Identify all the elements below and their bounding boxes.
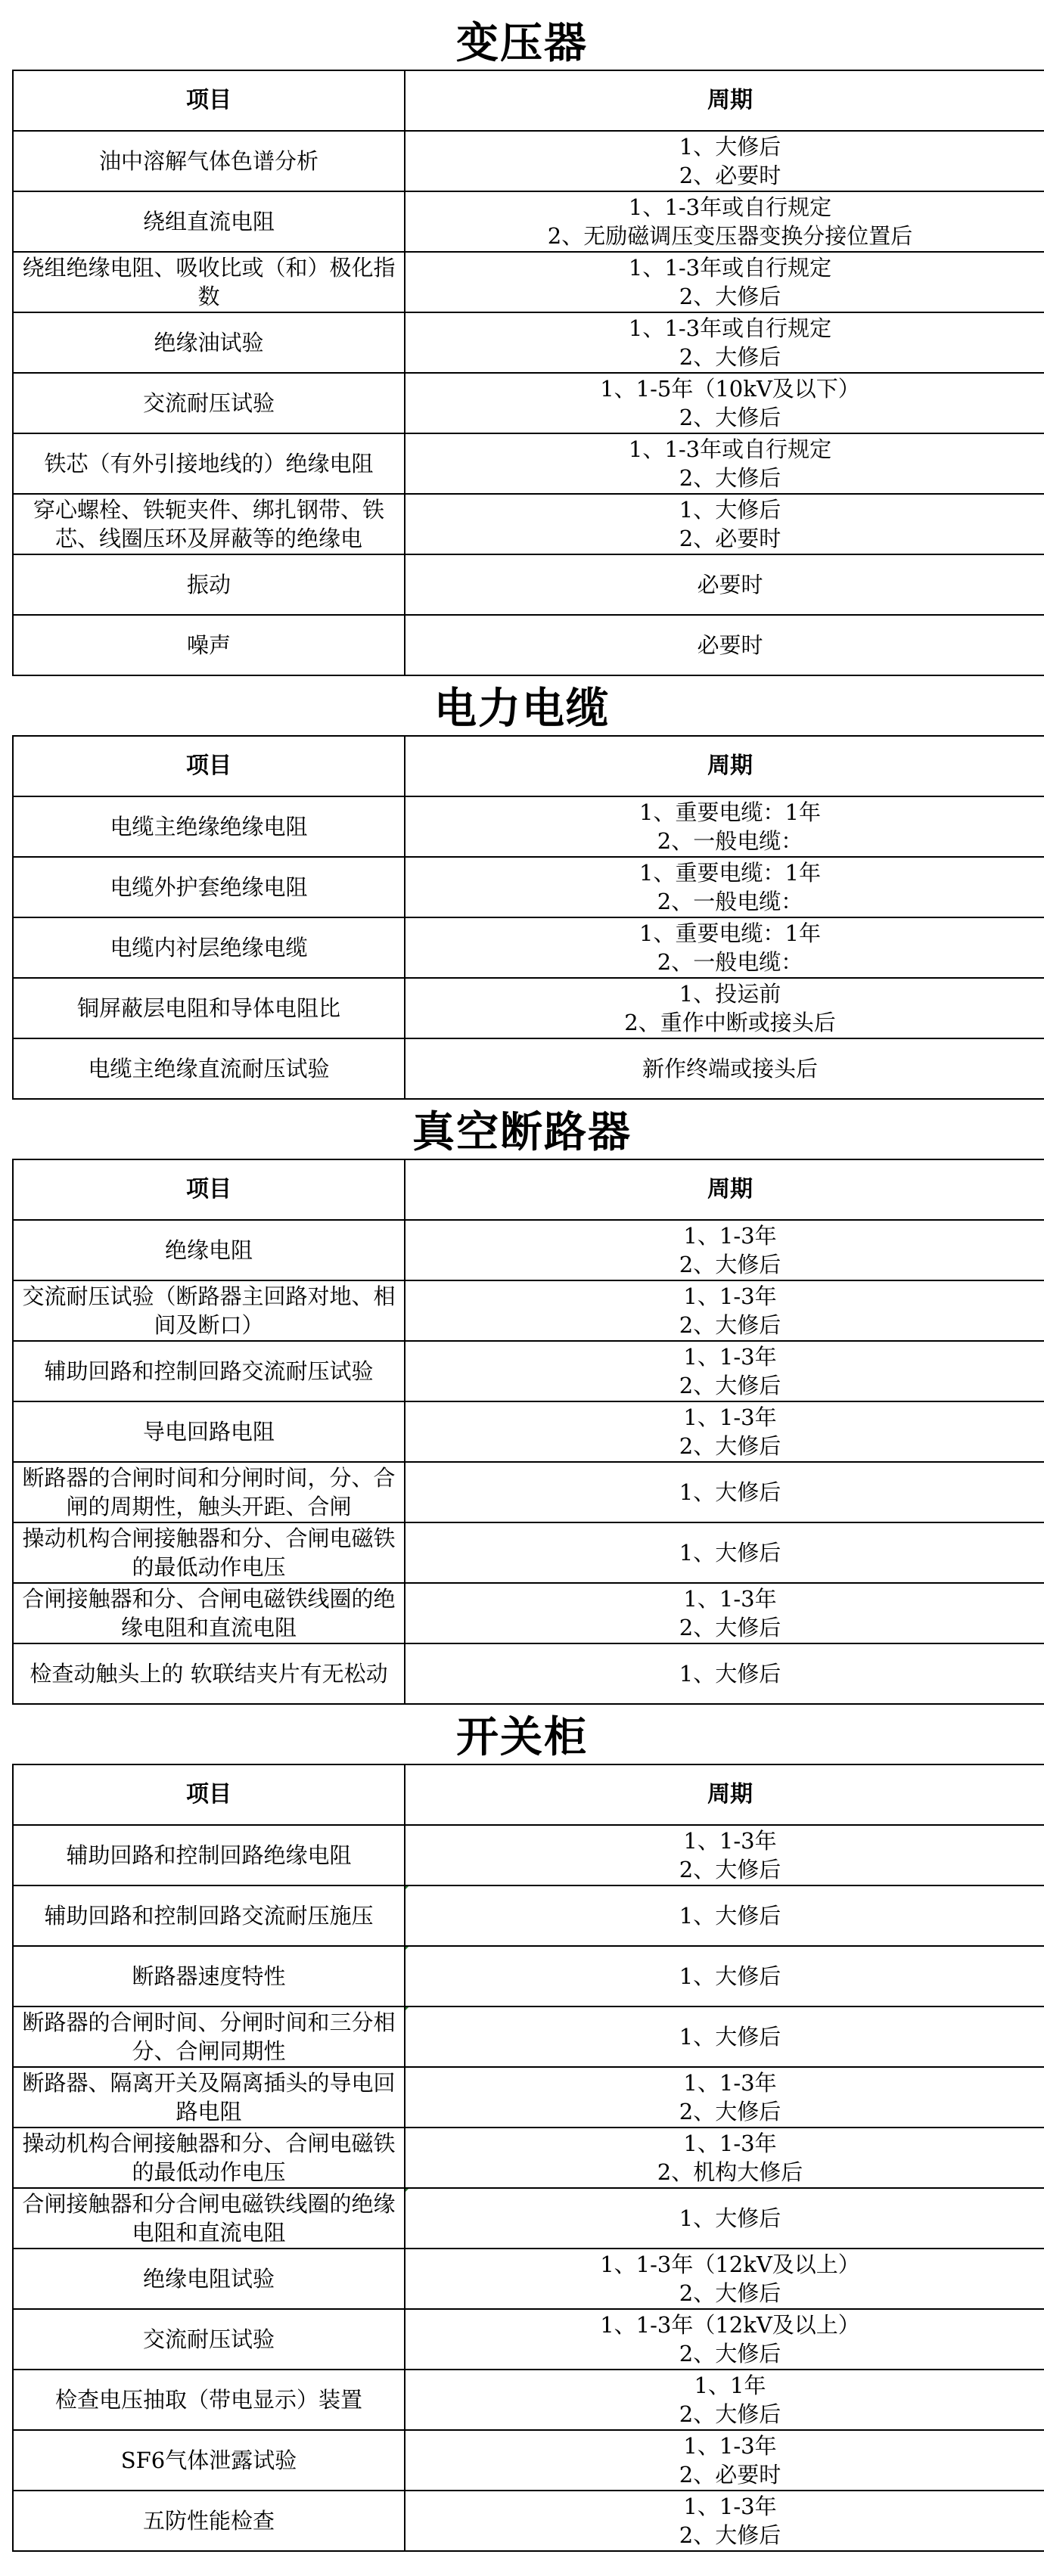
table-switchgear [12, 1764, 1044, 2552]
period-cell [405, 131, 1044, 191]
period-cell [405, 2430, 1044, 2491]
period-line: 2、大修后 [679, 2341, 781, 2367]
period-cell [405, 1825, 1044, 1885]
period-cell [405, 494, 1044, 554]
header-item: 项目 [13, 1764, 405, 1825]
header-item: 项目 [13, 70, 405, 131]
period-line: 1、1-3年（12kV及以上） [600, 2252, 860, 2277]
period-cell [405, 433, 1044, 494]
period-cell [405, 312, 1044, 373]
period-line: 2、大修后 [679, 284, 781, 309]
period-line: 必要时 [697, 632, 763, 658]
item-text: 五防性能检查 [142, 2508, 275, 2534]
item-cell [13, 2430, 405, 2491]
table-row [13, 373, 1044, 433]
item-cell [13, 312, 405, 373]
period-line: 1、大修后 [679, 1540, 781, 1566]
item-cell [13, 1280, 405, 1341]
section-title: 变压器 [456, 18, 588, 68]
period-line: 新作终端或接头后 [642, 1056, 818, 1082]
period-line: 1、1-3年 [683, 1404, 777, 1430]
table-row [13, 2006, 1044, 2067]
item-text: 绝缘电阻 [164, 1237, 253, 1263]
period-line: 1、大修后 [679, 1963, 781, 1989]
table-row [13, 1825, 1044, 1885]
section-switchgear [0, 1705, 1044, 2552]
period-line: 1、大修后 [679, 2205, 781, 2231]
table-row [13, 433, 1044, 494]
header-period: 周期 [405, 1764, 1044, 1825]
item-cell [13, 1401, 405, 1462]
period-line: 1、重要电缆：1年 [639, 799, 821, 825]
header-period: 周期 [405, 1159, 1044, 1220]
period-line: 2、重作中断或接头后 [624, 1010, 836, 1035]
period-cell [405, 2128, 1044, 2188]
table-row [13, 2249, 1044, 2309]
item-cell [13, 1522, 405, 1583]
table-row [13, 2309, 1044, 2370]
item-text: 合闸接触器和分、合闸电磁铁线圈的绝缘电阻和直流电阻 [22, 1586, 396, 1640]
item-text: 绕组绝缘电阻、吸收比或（和）极化指数 [22, 255, 396, 309]
section-vacuum-breaker [0, 1100, 1044, 1705]
item-cell [13, 373, 405, 433]
table-row [13, 1946, 1044, 2006]
item-text: 噪声 [186, 632, 231, 658]
period-line: 2、大修后 [679, 2401, 781, 2427]
period-line: 2、大修后 [679, 1857, 781, 1882]
table-row [13, 796, 1044, 857]
table-row [13, 2128, 1044, 2188]
item-cell [13, 615, 405, 675]
period-line: 2、大修后 [679, 1373, 781, 1398]
item-cell [13, 433, 405, 494]
period-line: 2、大修后 [679, 2280, 781, 2306]
item-text: 铜屏蔽层电阻和导体电阻比 [76, 995, 340, 1021]
table-row [13, 1462, 1044, 1522]
header-item: 项目 [13, 736, 405, 796]
period-cell [405, 1522, 1044, 1583]
period-cell [405, 252, 1044, 312]
period-line: 2、大修后 [679, 465, 781, 491]
item-cell [13, 131, 405, 191]
table-row [13, 1220, 1044, 1280]
item-text: 绕组直流电阻 [142, 209, 275, 234]
period-line: 必要时 [697, 572, 763, 597]
item-cell [13, 2491, 405, 2551]
period-cell [405, 857, 1044, 917]
period-line: 2、机构大修后 [657, 2159, 803, 2185]
item-text: 电缆主绝缘绝缘电阻 [110, 814, 308, 840]
item-text: 辅助回路和控制回路绝缘电阻 [66, 1842, 352, 1868]
period-cell [405, 1462, 1044, 1522]
period-line: 1、1-3年或自行规定 [628, 194, 832, 220]
item-text: 铁芯（有外引接地线的）绝缘电阻 [44, 451, 374, 476]
table-row [13, 2370, 1044, 2430]
item-cell [13, 2128, 405, 2188]
period-cell [405, 2188, 1044, 2249]
period-line: 2、必要时 [679, 2462, 781, 2488]
period-cell [405, 1643, 1044, 1704]
period-line: 2、必要时 [679, 163, 781, 188]
section-title: 电力电缆 [434, 684, 610, 734]
table-row [13, 2067, 1044, 2128]
table-row [13, 2430, 1044, 2491]
item-text: 电缆内衬层绝缘电缆 [110, 935, 308, 961]
item-text: 合闸接触器和分合闸电磁铁线圈的绝缘电阻和直流电阻 [22, 2191, 396, 2245]
item-cell [13, 1825, 405, 1885]
item-text: 操动机构合闸接触器和分、合闸电磁铁的最低动作电压 [22, 2131, 396, 2185]
period-cell [405, 2067, 1044, 2128]
period-line: 1、大修后 [679, 1479, 781, 1505]
item-cell [13, 1583, 405, 1643]
item-cell [13, 2309, 405, 2370]
item-text: 交流耐压试验 [142, 390, 275, 416]
item-cell [13, 1946, 405, 2006]
item-cell [13, 857, 405, 917]
table-row [13, 554, 1044, 615]
period-line: 1、1-3年 [683, 1283, 777, 1309]
period-line: 2、一般电缆： [657, 889, 803, 914]
period-cell [405, 373, 1044, 433]
period-cell [405, 2491, 1044, 2551]
period-cell [405, 2249, 1044, 2309]
period-line: 1、1-3年 [683, 2131, 777, 2156]
period-cell [405, 917, 1044, 978]
item-cell [13, 796, 405, 857]
period-line: 1、1-3年 [683, 1344, 777, 1370]
period-line: 2、必要时 [679, 526, 781, 551]
item-text: 操动机构合闸接触器和分、合闸电磁铁的最低动作电压 [22, 1525, 396, 1580]
item-cell [13, 1885, 405, 1946]
section-title: 开关柜 [456, 1712, 588, 1762]
period-cell [405, 2309, 1044, 2370]
period-cell [405, 2370, 1044, 2430]
table-row [13, 1885, 1044, 1946]
period-cell [405, 1885, 1044, 1946]
item-text: 检查动触头上的 软联结夹片有无松动 [30, 1661, 388, 1687]
period-cell [405, 1946, 1044, 2006]
section-transformer [0, 11, 1044, 676]
period-line: 2、无励磁调压变压器变换分接位置后 [547, 223, 913, 249]
item-cell [13, 191, 405, 252]
item-cell [13, 252, 405, 312]
header-period: 周期 [405, 736, 1044, 796]
item-text: 交流耐压试验 [142, 2326, 275, 2352]
item-cell [13, 917, 405, 978]
item-text: 断路器的合闸时间、分闸时间和三分相分、合闸同期性 [22, 2010, 396, 2064]
item-cell [13, 2006, 405, 2067]
period-line: 1、1-3年（12kV及以上） [600, 2312, 860, 2338]
item-cell [13, 2370, 405, 2430]
table-row [13, 1643, 1044, 1704]
period-cell [405, 1280, 1044, 1341]
period-line: 1、1-3年 [683, 2433, 777, 2459]
period-line: 2、大修后 [679, 344, 781, 370]
table-row [13, 191, 1044, 252]
header-item: 项目 [13, 1159, 405, 1220]
item-cell [13, 494, 405, 554]
item-text: 断路器、隔离开关及隔离插头的导电回路电阻 [22, 2070, 396, 2124]
item-text: 导电回路电阻 [142, 1419, 275, 1445]
table-row [13, 1522, 1044, 1583]
period-line: 2、大修后 [679, 1312, 781, 1338]
item-text: 绝缘油试验 [154, 330, 264, 355]
period-line: 2、大修后 [679, 1615, 781, 1640]
table-row [13, 1280, 1044, 1341]
period-line: 1、1-3年 [683, 1828, 777, 1854]
period-line: 2、一般电缆： [657, 828, 803, 854]
period-line: 1、1-5年（10kV及以下） [600, 376, 860, 402]
period-line: 1、大修后 [679, 1903, 781, 1929]
period-line: 1、1-3年或自行规定 [628, 255, 832, 281]
table-row [13, 2188, 1044, 2249]
period-cell [405, 615, 1044, 675]
table-row [13, 1401, 1044, 1462]
period-line: 2、大修后 [679, 405, 781, 430]
table-row [13, 978, 1044, 1038]
table-row [13, 857, 1044, 917]
item-cell [13, 1462, 405, 1522]
period-cell [405, 191, 1044, 252]
header-period: 周期 [405, 70, 1044, 131]
period-cell [405, 978, 1044, 1038]
period-cell [405, 1401, 1044, 1462]
table-header-row [13, 1764, 1044, 1825]
table-row [13, 312, 1044, 373]
period-line: 1、1-3年 [683, 1586, 777, 1612]
item-cell [13, 1643, 405, 1704]
period-line: 1、大修后 [679, 134, 781, 160]
period-line: 1、1-3年或自行规定 [628, 436, 832, 462]
period-line: 1、大修后 [679, 2024, 781, 2050]
period-line: 1、大修后 [679, 497, 781, 523]
period-cell [405, 1583, 1044, 1643]
item-text: 辅助回路和控制回路交流耐压试验 [44, 1358, 374, 1384]
item-cell [13, 1341, 405, 1401]
item-text: 电缆外护套绝缘电阻 [110, 874, 308, 900]
table-power-cable [12, 735, 1044, 1100]
period-cell [405, 554, 1044, 615]
period-line: 2、大修后 [679, 2522, 781, 2548]
item-text: 辅助回路和控制回路交流耐压施压 [44, 1903, 374, 1929]
period-line: 2、大修后 [679, 2099, 781, 2124]
period-line: 2、大修后 [679, 1433, 781, 1459]
period-line: 2、大修后 [679, 1252, 781, 1277]
period-line: 1、1-3年或自行规定 [628, 315, 832, 341]
period-cell [405, 1220, 1044, 1280]
table-vacuum-breaker [12, 1159, 1044, 1705]
item-cell [13, 554, 405, 615]
period-line: 1、投运前 [679, 981, 781, 1007]
period-line: 1、1年 [694, 2373, 766, 2398]
item-cell [13, 978, 405, 1038]
item-text: 断路器速度特性 [132, 1963, 286, 1989]
table-row [13, 252, 1044, 312]
item-text: 振动 [186, 572, 231, 597]
table-header-row [13, 70, 1044, 131]
item-text: 断路器的合闸时间和分闸时间，分、合闸的周期性，触头开距、合闸 [22, 1465, 396, 1519]
period-line: 1、重要电缆：1年 [639, 920, 821, 946]
period-cell [405, 796, 1044, 857]
item-text: 检查电压抽取（带电显示）装置 [54, 2387, 362, 2413]
item-text: 交流耐压试验（断路器主回路对地、相间及断口） [22, 1283, 396, 1338]
table-header-row [13, 1159, 1044, 1220]
period-line: 1、重要电缆：1年 [639, 860, 821, 886]
table-row [13, 1038, 1044, 1099]
period-line: 2、一般电缆： [657, 949, 803, 975]
table-row [13, 1583, 1044, 1643]
item-cell [13, 2067, 405, 2128]
item-text: 穿心螺栓、铁轭夹件、绑扎钢带、铁芯、线圈压环及屏蔽等的绝缘电 [33, 497, 384, 551]
item-cell [13, 1038, 405, 1099]
item-cell [13, 1220, 405, 1280]
section-title: 真空断路器 [412, 1107, 632, 1157]
table-header-row [13, 736, 1044, 796]
period-cell [405, 1341, 1044, 1401]
item-text: 油中溶解气体色谱分析 [98, 148, 318, 174]
period-cell [405, 1038, 1044, 1099]
item-cell [13, 2188, 405, 2249]
item-text: 绝缘电阻试验 [142, 2266, 275, 2292]
table-row [13, 131, 1044, 191]
table-row [13, 615, 1044, 675]
period-line: 1、1-3年 [683, 1223, 777, 1249]
period-line: 1、大修后 [679, 1661, 781, 1687]
period-line: 1、1-3年 [683, 2070, 777, 2096]
table-row [13, 494, 1044, 554]
table-row [13, 2491, 1044, 2551]
document [0, 11, 1044, 2552]
period-cell [405, 2006, 1044, 2067]
period-line: 1、1-3年 [683, 2494, 777, 2519]
item-text: SF6气体泄露试验 [120, 2447, 297, 2473]
table-row [13, 917, 1044, 978]
item-text: 电缆主绝缘直流耐压试验 [88, 1056, 330, 1082]
table-transformer [12, 70, 1044, 676]
item-cell [13, 2249, 405, 2309]
section-power-cable [0, 676, 1044, 1100]
table-row [13, 1341, 1044, 1401]
